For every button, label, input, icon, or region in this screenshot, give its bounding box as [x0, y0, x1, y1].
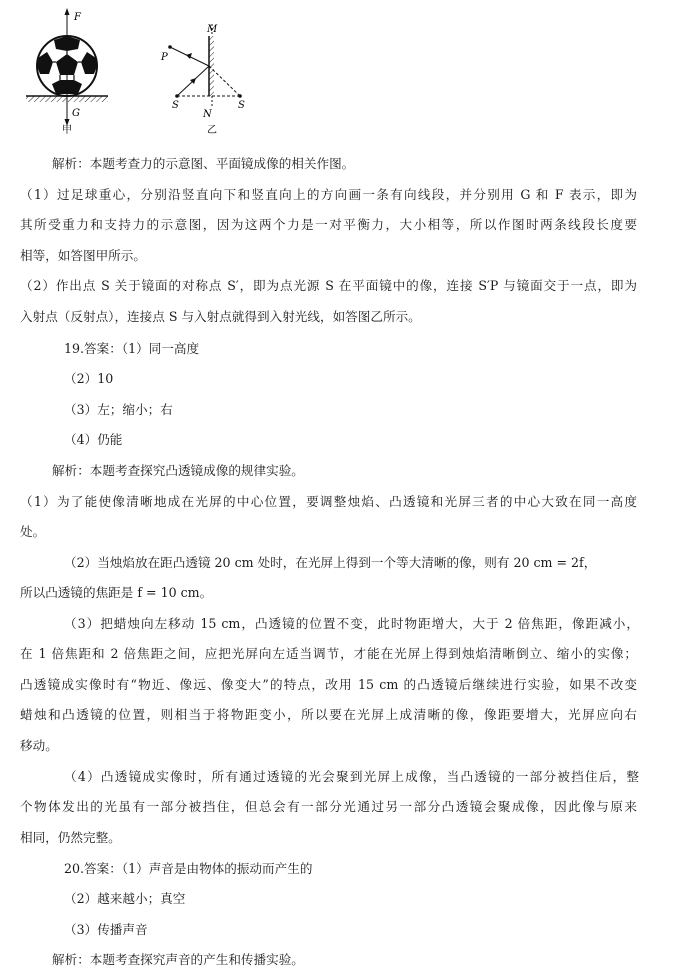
- analysis-heading-18: 解析：本题考查力的示意图、平面镜成像的相关作图。: [52, 156, 355, 171]
- caption-fig-a: 甲: [62, 125, 72, 136]
- text-line: 所以凸透镜的焦距是 f = 10 cm。: [20, 585, 213, 600]
- caption-fig-b: 乙: [207, 125, 217, 136]
- answer-20-part2: （2）越来越小；真空: [64, 891, 186, 906]
- figure-ball: [26, 8, 108, 136]
- answer-20-part3: （3）传播声音: [64, 922, 148, 937]
- answer-19-part3: （3）左；缩小；右: [64, 402, 173, 417]
- text-line: 处。: [20, 524, 46, 539]
- text-line: （3）把蜡烛向左移动 15 cm，凸透镜的位置不变，此时物距增大，大于 2 倍焦距，像距减小，: [64, 616, 639, 631]
- text-line: （2）当烛焰放在距凸透镜 20 cm 处时，在光屏上得到一个等大清晰的像，则有 20 cm = 2f，: [64, 555, 597, 570]
- answer-19-heading: 19.答案：（1）同一高度: [64, 341, 200, 356]
- text-line: 其所受重力和支持力的示意图，因为这两个力是一对平衡力，大小相等，所以作图时两条线段长度要: [20, 217, 637, 232]
- analysis-heading-20: 解析：本题考查探究声音的产生和传播实验。: [52, 952, 304, 967]
- text-line: 移动。: [20, 738, 58, 753]
- analysis-heading-19: 解析：本题考查探究凸透镜成像的规律实验。: [52, 463, 304, 478]
- text-line: 蜡烛和凸透镜的位置，则相当于将物距变小，所以要在光屏上成清晰的像，像距要增大，光屏应向右: [20, 707, 637, 722]
- text-line: 凸透镜成实像时有“物近、像远、像变大”的特点，改用 15 cm 的凸透镜后继续进行实验，如果不改变: [20, 677, 637, 692]
- text-line: 个物体发出的光虽有一部分被挡住，但总会有一部分光通过另一部分凸透镜会聚成像，因此像与原来: [20, 799, 637, 814]
- answer-19-part4: （4）仍能: [64, 432, 123, 447]
- figure-mirror: [160, 24, 245, 136]
- label-force-down: G: [72, 108, 80, 119]
- label-point-s: S: [172, 100, 179, 111]
- label-mirror-top: M: [207, 24, 218, 35]
- diagram-figures: [0, 0, 679, 145]
- text-line: 入射点（反射点），连接点 S 与入射点就得到入射光线，如答图乙所示。: [20, 309, 421, 324]
- label-point-p: P: [161, 52, 168, 63]
- label-force-up: F: [74, 12, 81, 23]
- label-mirror-bottom: N: [203, 109, 212, 120]
- text-line: （4）凸透镜成实像时，所有通过透镜的光会聚到光屏上成像，当凸透镜的一部分被挡住后，整: [64, 769, 639, 784]
- text-line: 相同，仍然完整。: [20, 830, 121, 845]
- text-line: （1）为了能使像清晰地成在光屏的中心位置，要调整烛焰、凸透镜和光屏三者的中心大致在同一高度: [20, 494, 637, 509]
- text-line: 在 1 倍焦距和 2 倍焦距之间，应把光屏向左适当调节，才能在光屏上得到烛焰清晰倒立、缩小的实像；: [20, 646, 637, 661]
- text-line: （1）过足球重心，分别沿竖直向下和竖直向上的方向画一条有向线段，并分别用 G 和 F 表示，即为: [20, 187, 637, 202]
- answer-20-heading: 20.答案：（1）声音是由物体的振动而产生的: [64, 861, 313, 876]
- text-line: 相等，如答图甲所示。: [20, 248, 146, 263]
- answer-19-part2: （2）10: [64, 371, 114, 386]
- text-line: （2）作出点 S 关于镜面的对称点 S′，即为点光源 S 在平面镜中的像，连接 S′P 与镜面交于一点，即为: [20, 278, 637, 293]
- label-point-s-image: S: [238, 100, 245, 111]
